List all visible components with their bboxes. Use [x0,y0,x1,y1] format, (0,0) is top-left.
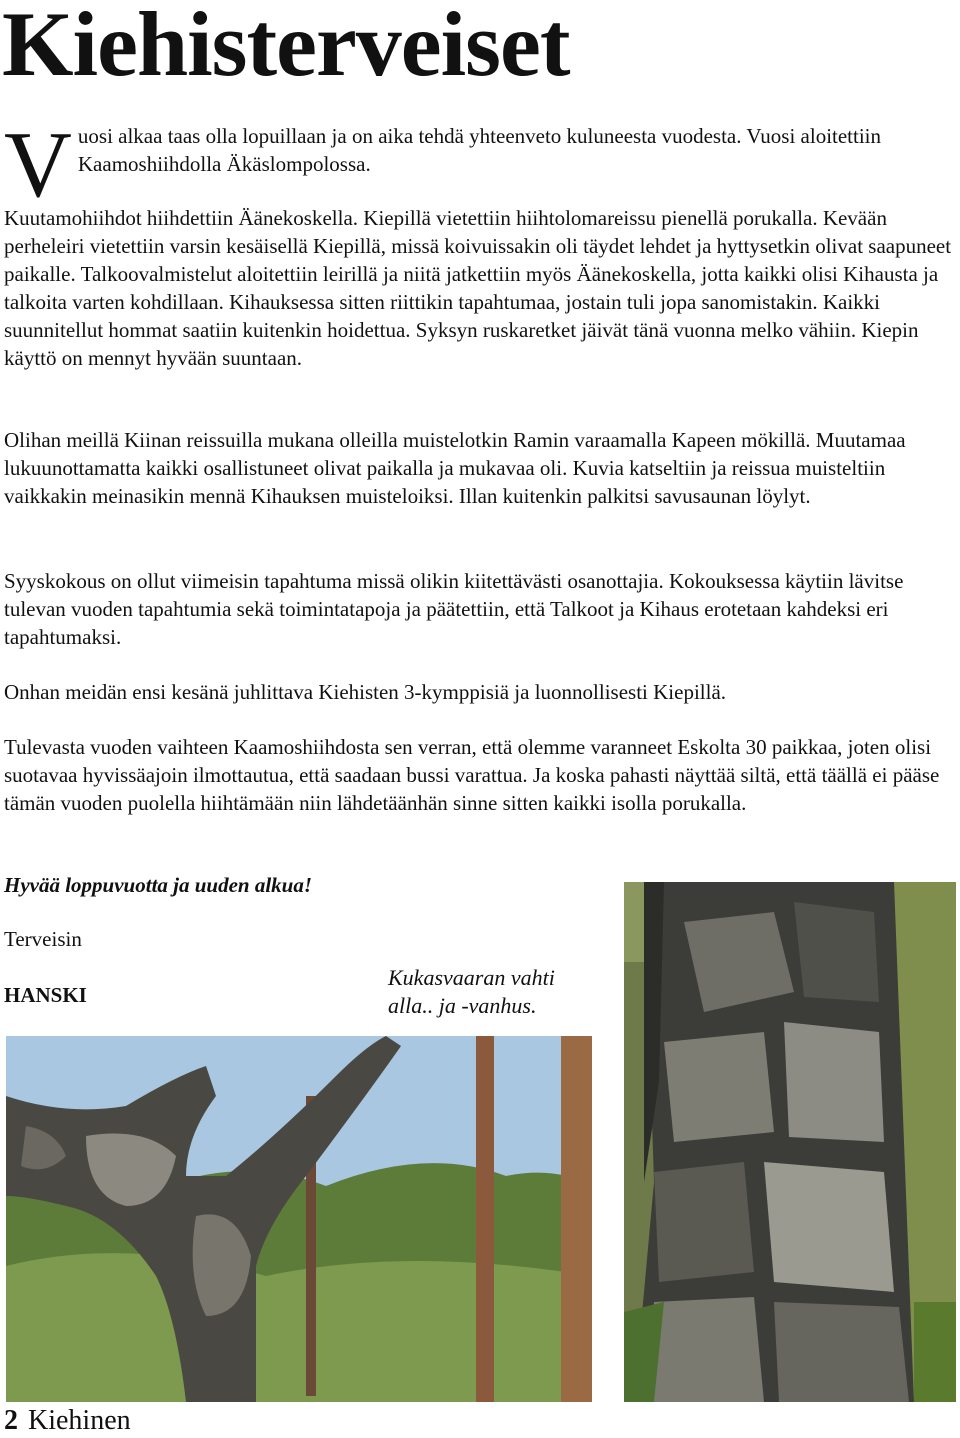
page-footer [4,1404,131,1438]
paragraph-text: Syyskokous on ollut viimeisin tapahtuma missä olikin kiitettävästi osanottajia. Kokouksessa käytiin lävitse tulevan vuoden tapahtumia sekä toimintatapoja ja päätettiin, että Talkoot ja Kihaus erotetaan kahdeksi eri tapahtumaksi. [4,569,904,649]
page-title: Kiehisterveiset [2,0,570,95]
caption-line-1: Kukasvaaran vahti [388,965,555,990]
photo-caption [388,964,618,1020]
paragraph-2 [4,426,952,510]
signature: HANSKI [4,983,87,1007]
paragraph-text: Onhan meidän ensi kesänä juhlittava Kiehisten 3-kymppisiä ja luonnollisesti Kiepillä. [4,680,727,704]
gnarled-pine-photo [6,1036,592,1402]
paragraph-text: Kuutamohiihdot hiihdettiin Äänekoskella. Kiepillä vietettiin hiihtolomareissu pienellä porukalla. Kevään perheleiri vietettiin varsin kesäisellä Kiepillä, missä koivuissakin oli täydet lehdet ja hyttysetkin olivat saapuneet paikalle. Talkoovalmistelut aloitettiin leirillä ja niitä jatkettiin myös Äänekoskella, jotta kaikki olisi Kihausta ja talkoita varten kohdillaan. Kihauksessa sitten riittikin tapahtumaa, jostain tuli jopa sanomistakin. Kaikki suunnitellut hommat saatiin kuitenkin hoidettua. Syksyn ruskaretket jäivät tänä vuonna melko vähiin. Kiepin käyttö on mennyt hyvään suuntaan. [4,206,952,370]
old-pine-bark-photo [624,882,956,1402]
caption-line-2: alla.. ja -vanhus. [388,993,537,1018]
intro-text: uosi alkaa taas olla lopuillaan ja on aika tehdä yhteenveto kuluneesta vuodesta. Vuosi aloitettiin Kaamoshiihdolla Äkäslompolossa. [77,124,882,176]
paragraph-text: Olihan meillä Kiinan reissuilla mukana olleilla muistelotkin Ramin varaamalla Kapeen mökillä. Muutamaa lukuunottamatta kaikki osallistuneet olivat paikalla ja mukavaa oli. Kuvia katseltiin ja reissua muisteltiin vaikkakin meinasikin mennä Kihauksen muisteloiksi. Illan kuitenkin palkitsi savusaunan löylyt. [4,428,906,508]
paragraph-1 [4,204,952,372]
drop-cap: V [4,113,72,217]
greeting: Terveisin [4,927,82,951]
paragraph-3 [4,567,952,651]
paragraph-5 [4,733,952,817]
publication-name: Kiehinen [28,1405,131,1436]
paragraph-4 [4,678,952,706]
closing-wish: Hyvää loppuvuotta ja uuden alkua! [4,873,313,897]
intro-paragraph [4,113,952,217]
paragraph-text: Tulevasta vuoden vaihteen Kaamoshiihdosta sen verran, että olemme varanneet Eskolta 30 paikkaa, joten olisi suotavaa hyvissäajoin ilmottautua, että saadaan bussi varattua. Ja koska pahasti näyttää siltä, että täällä ei pääse tämän vuoden puolella hiihtämään niin lähdetäänhän sinne sitten kaikki isolla porukalla. [4,735,940,815]
page-number: 2 [4,1405,18,1436]
